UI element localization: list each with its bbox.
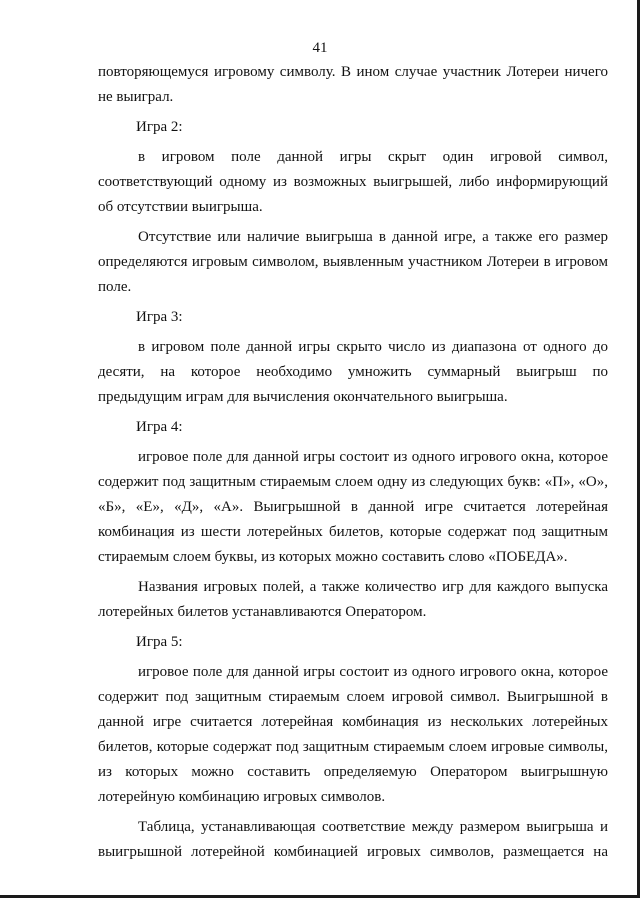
paragraph: игровое поле для данной игры состоит из одного игрового окна, которое содержит под защитным стираемым слоем одну из следующих букв: «П», «О», «Б», «Е», «Д», «А». Выигрышной в данной игре считается лотерейная комбинация из шести лотерейных билетов, которые содержат под защитным стираемым слоем буквы, из которых можно составить слово «ПОБЕДА».: [98, 449, 608, 565]
game-label: Игра 5:: [136, 634, 183, 650]
paragraph: повторяющемуся игровому символу. В ином случае участник Лотереи ничего не выиграл.: [98, 64, 608, 105]
paragraph-continued: Таблица, устанавливающая соответствие между размером выигрыша и выигрышной лотерейной комбинацией игровых символов, размещается на: [98, 819, 608, 860]
game-label: Игра 4:: [136, 419, 183, 435]
game-label: Игра 3:: [136, 309, 183, 325]
paragraph: в игровом поле данной игры скрыто число из диапазона от одного до десяти, на которое необходимо умножить суммарный выигрыш по предыдущим играм для вычисления окончательного выигрыша.: [98, 339, 608, 405]
page-content: [98, 60, 608, 870]
paragraph: Названия игровых полей, а также количество игр для каждого выпуска лотерейных билетов устанавливаются Оператором.: [98, 579, 608, 620]
game-label: Игра 2:: [136, 119, 183, 135]
page-number: 41: [312, 40, 328, 56]
paragraph: Отсутствие или наличие выигрыша в данной игре, а также его размер определяются игровым символом, выявленным участником Лотереи в игровом поле.: [98, 229, 608, 295]
paragraph: в игровом поле данной игры скрыт один игровой символ, соответствующий одному из возможных выигрышей, либо информирующий об отсутствии выигрыша.: [98, 149, 608, 215]
paragraph: игровое поле для данной игры состоит из одного игрового окна, которое содержит под защитным стираемым слоем игровой символ. Выигрышной в данной игре считается лотерейная комбинация из нескольких лотерейных билетов, которые содержат под защитным стираемым слоем игровые символы, из которых можно составить определяемую Оператором выигрышную лотерейную комбинацию игровых символов.: [98, 664, 608, 805]
